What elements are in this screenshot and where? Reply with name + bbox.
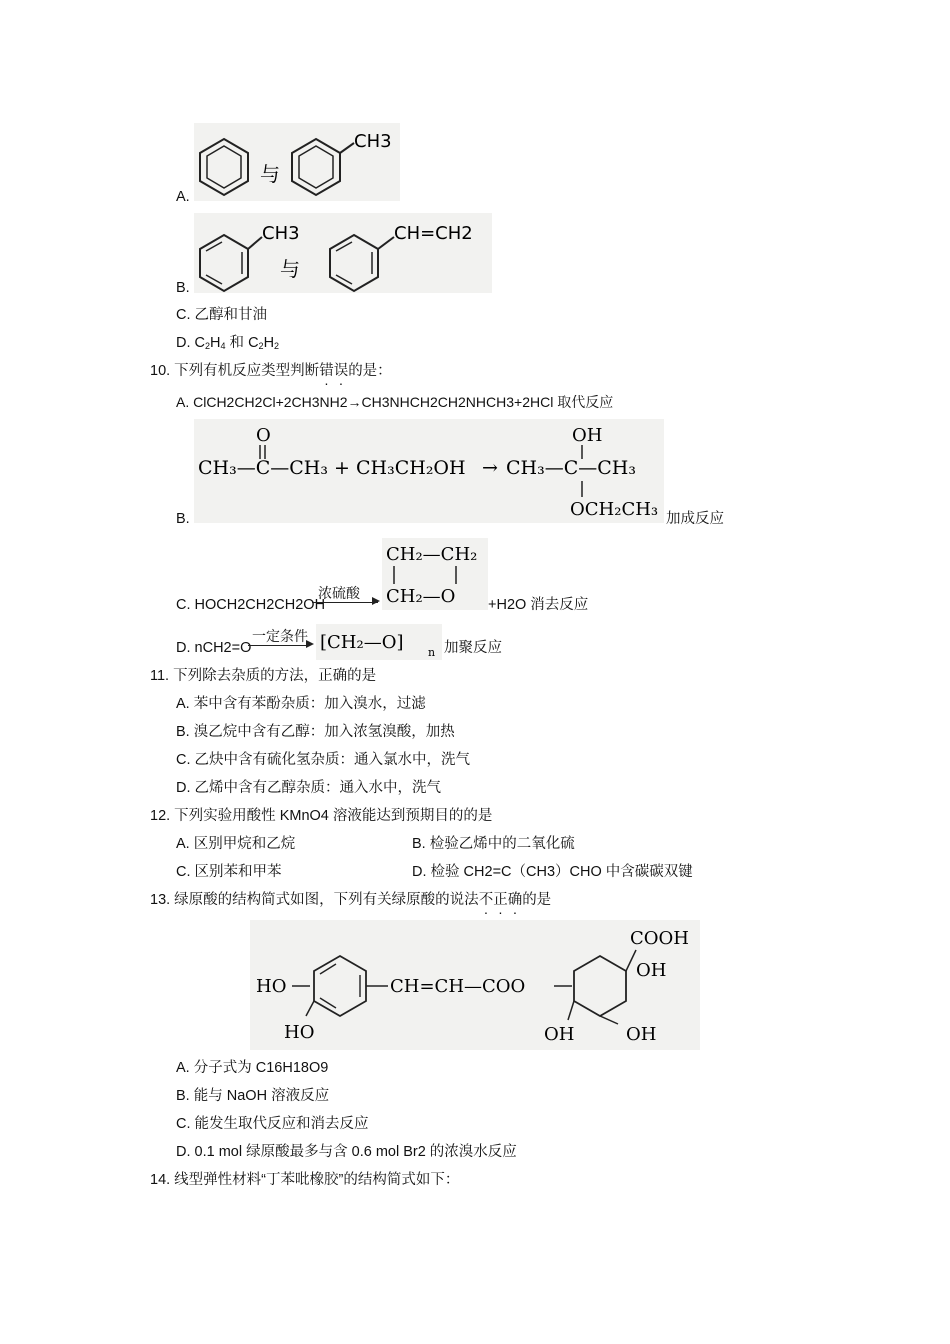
option-9d: D. $C_2H_4$ 和 $C_2H_2$: [176, 335, 280, 351]
arrow-head-d: [306, 640, 314, 648]
svg-text:OH: OH: [572, 425, 603, 446]
question-13-stem: 13. 绿原酸的结构简式如图，下列有关绿原酸的说法不正确的是: [150, 892, 552, 908]
ch3-text: CH3: [354, 131, 392, 152]
option-11d: D. 乙烯中含有乙醇杂质：通入水中，洗气: [176, 780, 442, 796]
option-13d: D. 0.1 mol 绿原酸最多与含 0.6 mol Br2 的浓溴水反应: [176, 1144, 517, 1160]
option-10b-type: 加成反应: [666, 511, 724, 527]
svg-text:O: O: [256, 425, 271, 446]
svg-text:CH₃—C—CH₃ + CH₃CH₂OH: CH₃—C—CH₃ + CH₃CH₂OH: [198, 457, 466, 479]
figure-toluene-styrene: [194, 213, 492, 293]
svg-text:[CH₂—O]: [CH₂—O]: [320, 632, 404, 653]
svg-text:HO: HO: [256, 976, 287, 997]
question-12-stem: 12. 下列实验用酸性 KMnO4 溶液能达到预期目的的是: [150, 808, 493, 824]
option-13a: A. 分子式为 C16H18O9: [176, 1060, 329, 1076]
option-13b: B. 能与 NaOH 溶液反应: [176, 1088, 330, 1104]
reaction-arrow-d: [248, 645, 310, 646]
option-10c-type: +H2O 消去反应: [488, 597, 589, 613]
option-11b: B. 溴乙烷中含有乙醇：加入浓氢溴酸，加热: [176, 724, 455, 740]
figure-chlorogenic-acid: [250, 920, 700, 1050]
question-11-stem: 11. 下列除去杂质的方法，正确的是: [150, 668, 377, 684]
option-10b-label: B.: [176, 511, 190, 527]
option-10c-formula: C. HOCH2CH2CH2OH: [176, 597, 326, 613]
svg-text:CH=CH—COO: CH=CH—COO: [390, 976, 526, 997]
svg-text:HO: HO: [284, 1022, 315, 1043]
question-10-stem: 10. 下列有机反应类型判断错误的是：: [150, 363, 392, 379]
svg-text:与: 与: [280, 257, 300, 281]
figure-acetone-addition: [194, 419, 664, 523]
svg-text:CH₂—CH₂: CH₂—CH₂: [386, 544, 478, 565]
option-9c: C. 乙醇和甘油: [176, 307, 268, 323]
condition-conc-sulfuric: 浓硫酸: [318, 585, 360, 601]
and-text: 与: [260, 162, 280, 186]
option-10d-formula: D. nCH2=O: [176, 640, 252, 656]
svg-text:OH: OH: [544, 1024, 575, 1045]
option-12d: D. 检验 CH2=C（CH3）CHO 中含碳碳双键: [412, 864, 693, 880]
svg-text:CH3: CH3: [262, 223, 300, 244]
arrow-head: [372, 597, 380, 605]
svg-text:OH: OH: [636, 960, 667, 981]
figure-oxetane: [382, 538, 488, 610]
option-12c: C. 区别苯和甲苯: [176, 864, 282, 880]
svg-text:CH₃—C—CH₃: CH₃—C—CH₃: [506, 457, 636, 479]
svg-text:COOH: COOH: [630, 928, 689, 949]
option-11c: C. 乙炔中含有硫化氢杂质：通入氯水中，洗气: [176, 752, 471, 768]
figure-benzene-toluene: [194, 123, 400, 201]
svg-text:CH=CH2: CH=CH2: [394, 223, 473, 244]
option-12b: B. 检验乙烯中的二氧化硫: [412, 836, 575, 852]
svg-text:OCH₂CH₃: OCH₂CH₃: [570, 499, 659, 520]
option-9a-label: A.: [176, 189, 190, 205]
option-10d-type: 加聚反应: [444, 640, 502, 656]
option-9b-label: B.: [176, 280, 190, 296]
option-11a: A. 苯中含有苯酚杂质：加入溴水，过滤: [176, 696, 426, 712]
svg-text:n: n: [428, 646, 436, 659]
figure-polyformaldehyde: [316, 624, 442, 660]
option-12a: A. 区别甲烷和乙烷: [176, 836, 296, 852]
svg-text:CH₂—O: CH₂—O: [386, 586, 456, 607]
question-14-stem: 14. 线型弹性材料“丁苯吡橡胶”的结构简式如下：: [150, 1172, 460, 1188]
reaction-arrow: [312, 602, 378, 603]
option-13c: C. 能发生取代反应和消去反应: [176, 1116, 369, 1132]
svg-text:→: →: [482, 457, 498, 479]
option-10a: A. ClCH2CH2Cl+2CH3NH2→CH3NHCH2CH2NHCH3+2HCl 取代反应: [176, 394, 614, 410]
condition-certain: 一定条件: [252, 628, 308, 644]
svg-text:OH: OH: [626, 1024, 657, 1045]
